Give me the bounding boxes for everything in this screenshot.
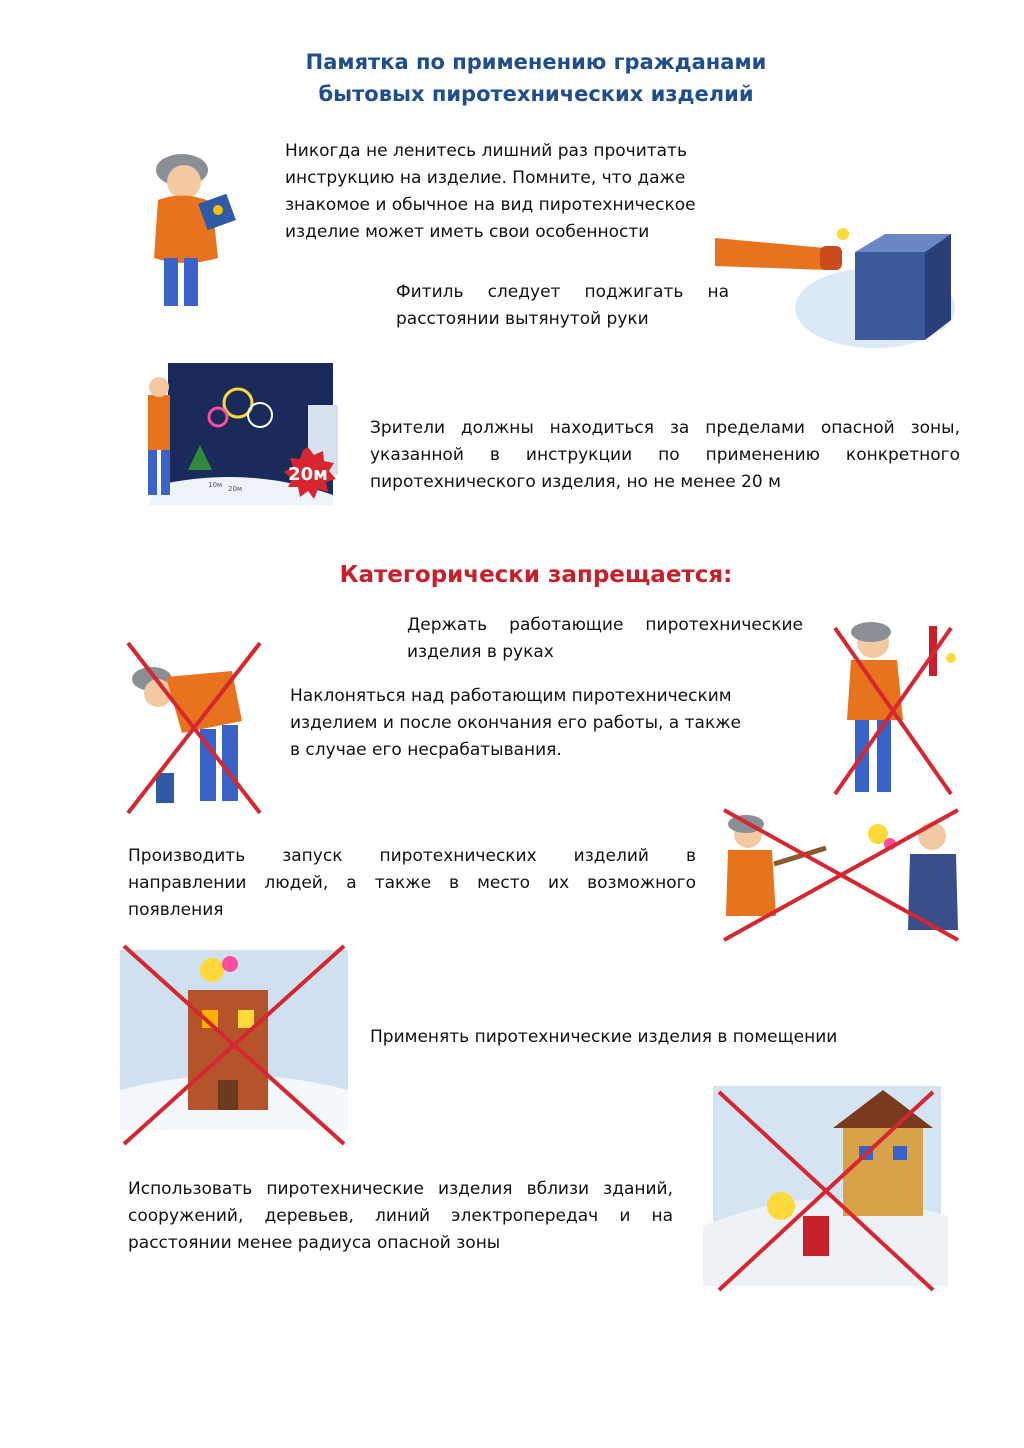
text-line: изделием и после окончания его работы, а также [290,713,741,733]
distance-label-10: 10м [208,481,223,489]
text-line: Наклоняться над работающим пиротехническим [290,686,732,706]
text-line: пиротехнического изделия, но не менее 20 м [370,472,781,492]
text-line: Использовать пиротехнические изделия вблизи зданий, [128,1179,673,1199]
forbidden-heading: Категорически запрещается: [339,562,733,588]
tip-light-fuse [396,279,729,333]
text-line: направлении людей, а также в место их возможного [128,873,696,893]
text-line: знакомое и обычное на вид пиротехническое [285,195,696,215]
text-line: Применять пиротехнические изделия в помещении [370,1027,838,1047]
man-leaning-over-firework-crossed-illustration [122,637,267,817]
man-holding-firework-crossed-illustration [825,612,965,802]
text-line: Никогда не ленитесь лишний раз прочитать [285,141,687,161]
text-line: в случае его несрабатывания. [290,740,562,760]
page-title-line-2: бытовых пиротехнических изделий [318,82,754,106]
distance-label-20: 20м [228,485,243,493]
prohibition-hold-in-hands [407,612,803,666]
prohibition-lean-over [290,683,780,764]
text-line: Держать работающие пиротехнические [407,615,803,635]
prohibition-near-buildings [128,1176,673,1257]
text-line: Производить запуск пиротехнических изделий в [128,846,696,866]
text-line: Зрители должны находиться за пределами опасной зоны, [370,418,960,438]
tip-spectators-distance [370,415,960,496]
prohibition-indoors [370,1024,890,1051]
building-on-fire-crossed-illustration [118,940,350,1150]
text-line: сооружений, деревьев, линий электропередач и на [128,1206,673,1226]
text-line: изделия в руках [407,642,554,662]
text-line: указанной в инструкции по применению конкретного [370,445,960,465]
man-reading-instruction-illustration [120,140,250,310]
distance-20m-badge: 20м [288,464,328,485]
page-title-line-1: Памятка по применению гражданами [305,50,767,74]
tip-read-instruction [285,138,725,246]
text-line: расстоянии вытянутой руки [396,309,649,329]
text-line: Фитиль следует поджигать на [396,282,729,302]
text-line: инструкцию на изделие. Помните, что даже [285,168,686,188]
arm-lighting-fuse-illustration [715,208,955,358]
text-line: изделие может иметь свои особенности [285,222,650,242]
firing-at-people-crossed-illustration [718,806,963,944]
text-line: появления [128,900,224,920]
prohibition-aim-at-people [128,843,696,924]
page-title [0,46,1024,110]
text-line: расстоянии менее радиуса опасной зоны [128,1233,501,1253]
house-near-firework-crossed-illustration [703,1066,948,1298]
spectators-distance-illustration [128,355,353,520]
